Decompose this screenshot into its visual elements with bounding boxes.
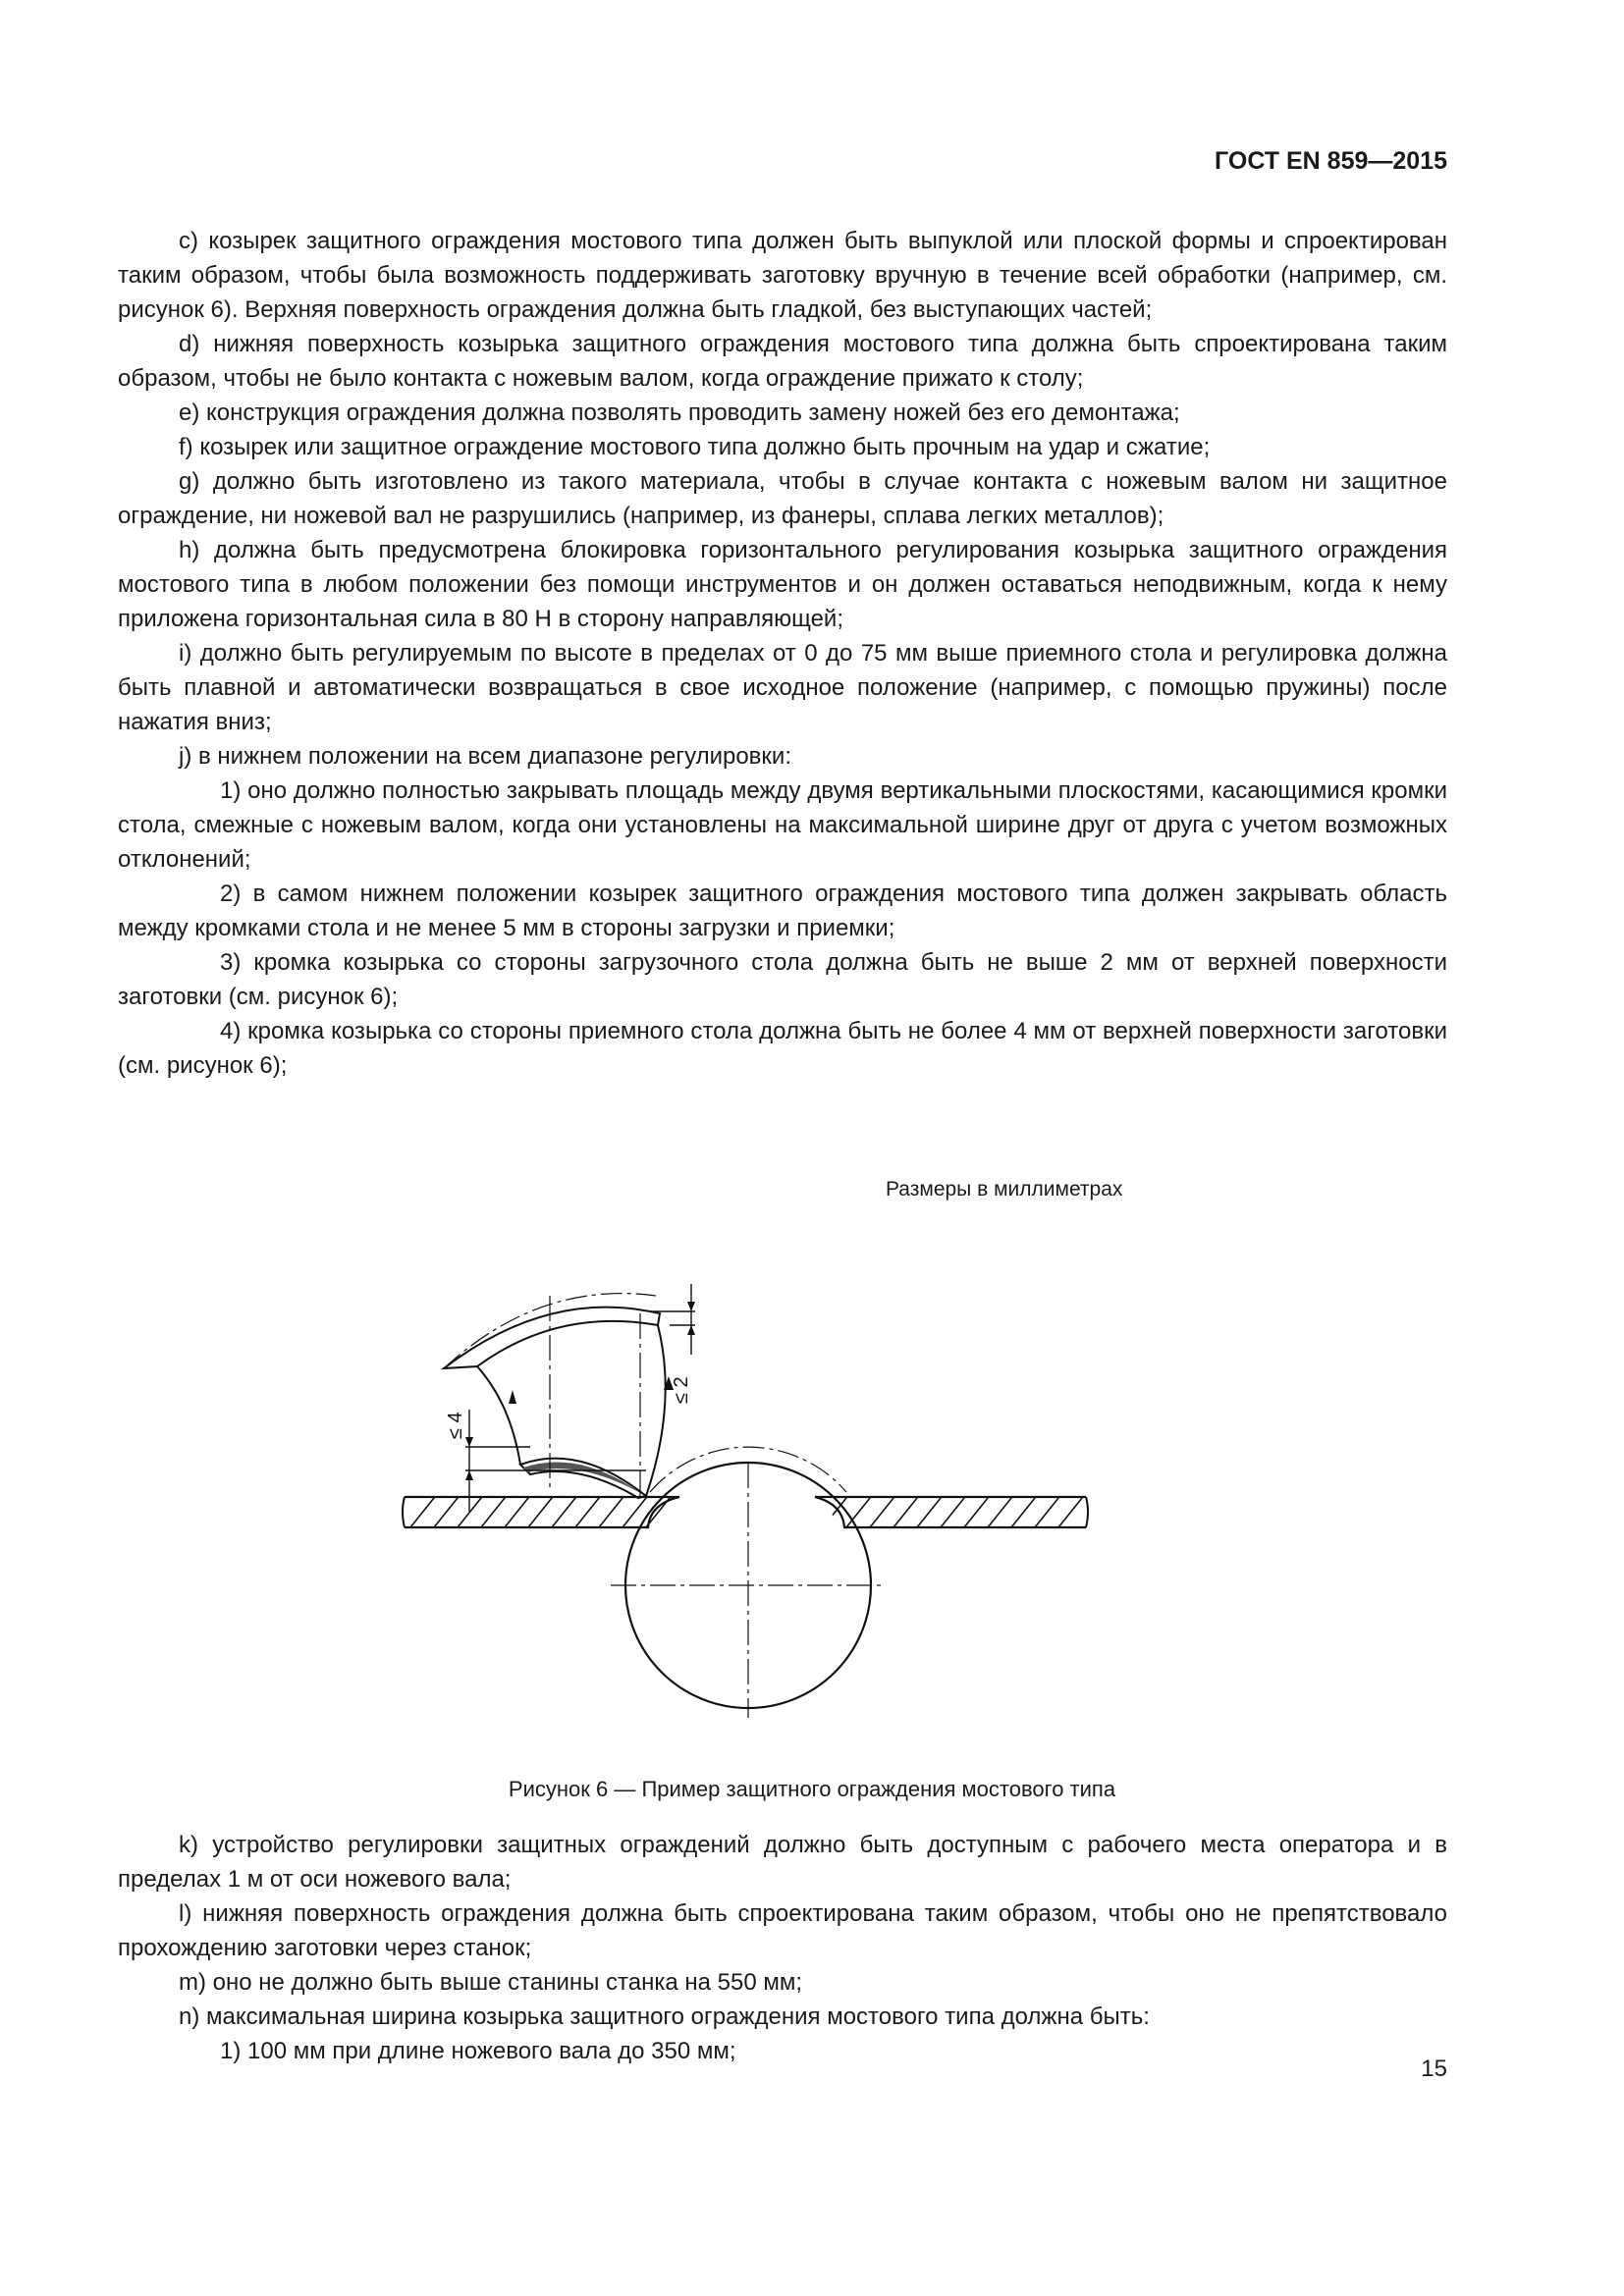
paragraph-j-3: 3) кромка козырька со стороны загрузочного стола должна быть не выше 2 мм от верхней поверхности заготовки (см. рисунок 6); xyxy=(118,949,1447,1010)
paragraph-n: n) максимальная ширина козырька защитного ограждения мостового типа должна быть: xyxy=(179,2003,1150,2030)
label-le4: ≤ 4 xyxy=(445,1412,466,1439)
guard-right-edge xyxy=(646,1325,666,1496)
figure-caption: Рисунок 6 — Пример защитного ограждения мостового типа xyxy=(508,1777,1116,1801)
paragraph-c: c) козырек защитного ограждения мостового типа должен быть выпуклой или плоской формы и спроектирован таким образом, чтобы была возможность поддерживать заготовку вручную в течение всей обработки (например, см. рисунок 6). Верхняя поверхность ограждения должна быть гладкой, без выступающих частей; xyxy=(118,228,1447,323)
paragraph-m: m) оно не должно быть выше станины станка на 550 мм; xyxy=(179,1969,803,1996)
label-le2: ≤ 2 xyxy=(671,1376,692,1404)
body-text-top xyxy=(118,224,1447,1083)
paragraph-f: f) козырек или защитное ограждение мостового типа должно быть прочным на удар и сжатие; xyxy=(179,434,1211,460)
document-code: ГОСТ EN 859—2015 xyxy=(1215,147,1447,175)
paragraph-n-1: 1) 100 мм при длине ножевого вала до 350 мм; xyxy=(220,2038,736,2064)
left-curve-arrow xyxy=(509,1390,516,1404)
dimensions-note: Размеры в миллиметрах xyxy=(886,1178,1123,1201)
guard-left-edge xyxy=(477,1366,520,1465)
body-text-bottom xyxy=(118,1828,1447,2068)
page-number: 15 xyxy=(1421,2056,1447,2082)
paragraph-k: k) устройство регулировки защитных ограждений должно быть доступным с рабочего места оператора и в пределах 1 м от оси ножевого вала; xyxy=(118,1832,1447,1893)
bridge-guard-body xyxy=(444,1308,660,1368)
figure-6-drawing xyxy=(393,1207,1119,1718)
paragraph-j-1: 1) оно должно полностью закрывать площадь между двумя вертикальными плоскостями, касающимися кромки стола, смежные с ножевым валом, когда они установлены на максимальной ширине друг от друга с учетом возможных отклонений; xyxy=(118,777,1447,873)
paragraph-l: l) нижняя поверхность ограждения должна быть спроектирована таким образом, чтобы оно не препятствовало прохождению заготовки через станок; xyxy=(118,1900,1447,1961)
paragraph-j-2: 2) в самом нижнем положении козырек защитного ограждения мостового типа должен закрывать область между кромками стола и не менее 5 мм в стороны загрузки и приемки; xyxy=(118,881,1447,941)
paragraph-h: h) должна быть предусмотрена блокировка горизонтального регулирования козырька защитного ограждения мостового типа в любом положении без помощи инструментов и он должен оставаться неподвижным, когда к нему приложена горизонтальная сила в 80 Н в сторону направляющей; xyxy=(118,537,1447,632)
paragraph-d: d) нижняя поверхность козырька защитного ограждения мостового типа должна быть спроектирована таким образом, чтобы не было контакта с ножевым валом, когда ограждение прижато к столу; xyxy=(118,331,1447,392)
paragraph-j-4: 4) кромка козырька со стороны приемного стола должна быть не более 4 мм от верхней поверхности заготовки (см. рисунок 6); xyxy=(118,1018,1447,1079)
paragraph-i: i) должно быть регулируемым по высоте в пределах от 0 до 75 мм выше приемного стола и регулировка должна быть плавной и автоматически возвращаться в свое исходное положение (например, с помощью пружины) после нажатия вниз; xyxy=(118,640,1447,735)
table-hatching xyxy=(403,1488,1090,1537)
paragraph-g: g) должно быть изготовлено из такого материала, чтобы в случае контакта с ножевым валом ни защитное ограждение, ни ножевой вал не разрушились (например, из фанеры, сплава легких металлов); xyxy=(118,468,1447,529)
paragraph-e: e) конструкция ограждения должна позволять проводить замену ножей без его демонтажа; xyxy=(179,400,1180,426)
paragraph-j: j) в нижнем положении на всем диапазоне регулировки: xyxy=(179,743,791,770)
